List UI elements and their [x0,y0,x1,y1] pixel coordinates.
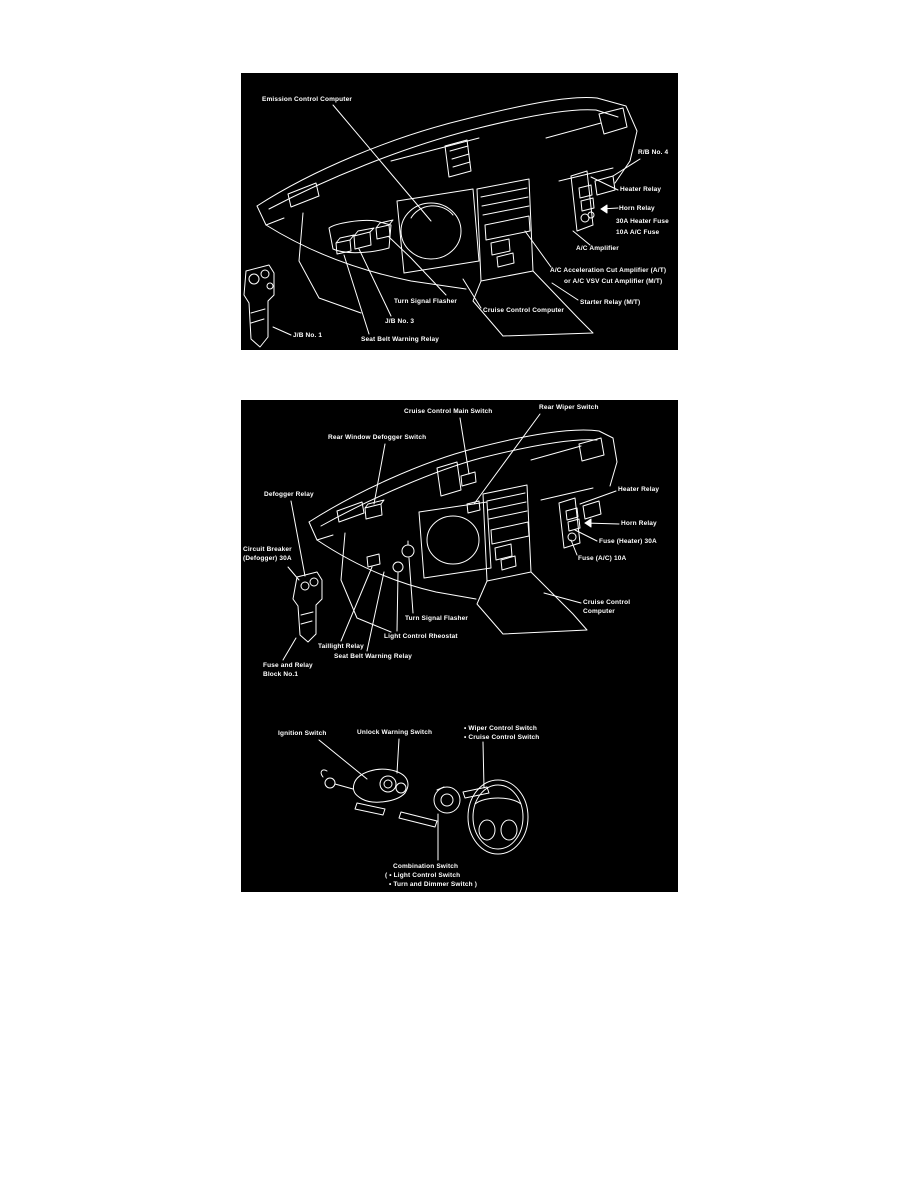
label-fuse-ac: Fuse (A/C) 10A [578,555,627,562]
label-light-control-switch: ( • Light Control Switch [385,872,461,879]
center-console [477,572,587,634]
label-jb-no1: J/B No. 1 [293,332,323,339]
label-combination-switch: Combination Switch [393,863,459,870]
label-heater-relay: Heater Relay [618,486,660,493]
label-heater-fuse: 30A Heater Fuse [616,218,669,225]
label-circuit-breaker-line2: (Defogger) 30A [243,555,292,562]
center-stack [477,179,533,281]
dashboard-line-art-2 [241,400,678,892]
arrowhead-horn-relay [601,205,607,213]
label-cruise-control-main-switch: Cruise Control Main Switch [404,408,493,415]
label-defogger-relay: Defogger Relay [264,491,314,498]
diagram-panel-dash-view-1 [241,73,678,350]
label-ac-fuse: 10A A/C Fuse [616,229,660,236]
label-starter-relay: Starter Relay (M/T) [580,299,641,306]
label-seat-belt-warning-relay: Seat Belt Warning Relay [334,653,412,660]
label-taillight-relay: Taillight Relay [318,643,364,650]
junction-block-1 [244,265,274,347]
label-fuse-relay-block-line2: Block No.1 [263,671,299,678]
circuit-breaker-block [293,572,322,642]
steering-wheel [468,780,528,854]
diagram-panel-dash-view-2 [241,400,678,892]
steering-column-assembly [321,769,489,827]
label-seat-belt-warning-relay: Seat Belt Warning Relay [361,336,439,343]
instrument-cluster [419,502,491,578]
label-light-control-rheostat: Light Control Rheostat [384,633,458,640]
label-unlock-warning-switch: Unlock Warning Switch [357,729,433,736]
label-fuse-relay-block-line1: Fuse and Relay [263,662,313,669]
label-jb-no3: J/B No. 3 [385,318,415,325]
dashboard-line-art-1 [241,73,678,350]
center-stack [483,485,531,581]
label-rear-wiper-switch: Rear Wiper Switch [539,404,599,411]
label-cruise-control-computer-line2: Computer [583,608,615,615]
label-ac-acceleration-cut-amplifier: A/C Acceleration Cut Amplifier (A/T) [550,267,667,274]
label-circuit-breaker-line1: Circuit Breaker [243,546,292,553]
label-ac-amplifier: A/C Amplifier [576,245,619,252]
label-ac-vsv-cut-amplifier: or A/C VSV Cut Amplifier (M/T) [564,278,663,285]
relay-bracket [571,171,615,231]
label-fuse-heater: Fuse (Heater) 30A [599,538,657,545]
instrument-cluster [397,189,479,273]
label-horn-relay: Horn Relay [619,205,655,212]
label-cruise-control-switch: • Cruise Control Switch [464,734,540,741]
label-turn-and-dimmer-switch: • Turn and Dimmer Switch ) [389,881,478,888]
label-wiper-control-switch: • Wiper Control Switch [464,725,538,732]
label-cruise-control-computer: Cruise Control Computer [483,307,565,314]
label-horn-relay: Horn Relay [621,520,657,527]
label-rear-window-defogger-switch: Rear Window Defogger Switch [328,434,427,441]
label-ignition-switch: Ignition Switch [278,730,327,737]
label-turn-signal-flasher: Turn Signal Flasher [394,298,458,305]
label-cruise-control-computer-line1: Cruise Control [583,599,631,606]
label-emission-control-computer: Emission Control Computer [262,96,353,103]
label-rb-no4: R/B No. 4 [638,149,669,156]
label-turn-signal-flasher: Turn Signal Flasher [405,615,469,622]
label-heater-relay: Heater Relay [620,186,662,193]
arrowhead-horn-relay [585,519,591,527]
